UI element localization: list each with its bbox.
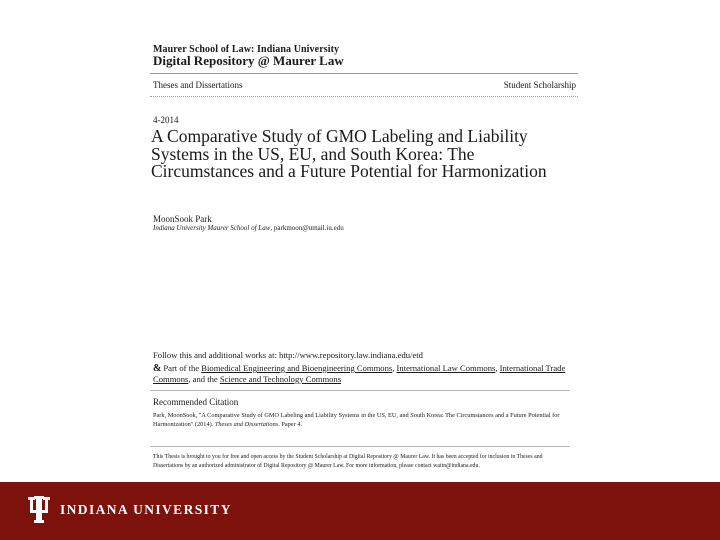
access-notice: This Thesis is brought to you for free and open access by the Student Scholarship at Digital Repository @ Maurer Law. It has been accepted for inclusion in Theses and Dissertations by an authorized administrator of Digital Repository @ Maurer Law. For more information, please contact wattn@indiana.edu. <box>153 454 543 469</box>
citation-series: Theses and Dissertations <box>214 421 279 428</box>
footer-bar <box>0 482 720 540</box>
repository-name: Digital Repository @ Maurer Law <box>153 53 344 68</box>
iu-trident-icon <box>28 495 50 525</box>
header-rule <box>150 73 578 74</box>
citation-text <box>153 411 573 429</box>
nav-theses-link[interactable]: Theses and Dissertations <box>153 80 243 90</box>
citation-rule <box>150 390 570 391</box>
international-law-commons-link[interactable]: International Law Commons <box>396 363 496 373</box>
author-affiliation <box>153 224 344 232</box>
affiliation-email[interactable]: , parkmoon@umail.iu.edu <box>270 224 344 232</box>
part-of-prefix: Part of the <box>163 363 202 373</box>
citation-heading: Recommended Citation <box>153 397 239 407</box>
university-name: INDIANA UNIVERSITY <box>60 502 232 517</box>
science-technology-commons-link[interactable]: Science and Technology Commons <box>219 374 342 384</box>
notice-rule <box>150 446 570 447</box>
nav-rule <box>150 96 578 97</box>
paper-title: A Comparative Study of GMO Labeling and Liability Systems in the US, EU, and South Korea: The Circumstances and a Future Potential for Harmonization <box>151 126 547 181</box>
part-of-commons <box>153 363 573 385</box>
separator: , <box>392 363 397 373</box>
nav-student-scholarship-link[interactable]: Student Scholarship <box>503 80 576 90</box>
commons-ampersand-icon: & <box>153 363 162 374</box>
citation-main: Park, MoonSook, "A Comparative Study of GMO Labeling and Liability Systems in the US, EU, and South Korea: The Circumstances and a Future Potential for Harmonization" (2014). <box>153 412 560 428</box>
author-name: MoonSook Park <box>153 214 212 224</box>
repository-school: Maurer School of Law: Indiana University <box>153 44 340 55</box>
publication-date: 4-2014 <box>153 115 179 125</box>
separator: , and the <box>188 374 220 384</box>
follow-link[interactable]: Follow this and additional works at: http://www.repository.law.indiana.edu/etd <box>153 350 423 360</box>
international-trade-commons-link[interactable]: International Trade Commons <box>153 363 566 384</box>
separator: , <box>495 363 500 373</box>
citation-paper-number: . Paper 4. <box>278 421 302 428</box>
biomedical-commons-link[interactable]: Biomedical Engineering and Bioengineering Commons <box>201 363 393 373</box>
affiliation-institution: Indiana University Maurer School of Law <box>153 224 271 232</box>
